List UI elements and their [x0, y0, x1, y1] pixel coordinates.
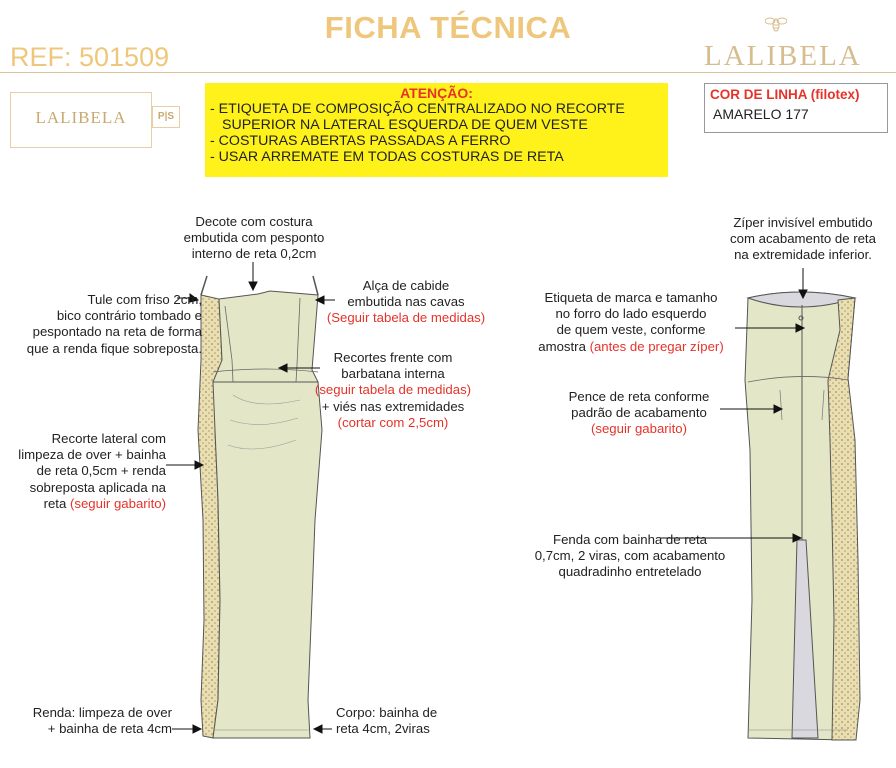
note-corpo: Corpo: bainha de reta 4cm, 2viras [336, 705, 438, 737]
note-pence: Pence de reta conforme padrão de acabamento (seguir gabarito) [568, 389, 710, 437]
front-dress [198, 276, 322, 738]
note-recortes: Recortes frente com barbatana interna (seguir tabela de medidas) + viés nas extremidades (cortar com 2,5cm) [314, 350, 472, 430]
note-tule: Tule com friso 2cm, bico contrário tombado e pespontado na reta de forma que a renda fique sobreposta. [26, 292, 202, 356]
label-brand: LALIBELA [35, 108, 127, 127]
note-alca: Alça de cabide embutida nas cavas (Seguir tabela de medidas) [326, 278, 486, 326]
note-etiqueta: Etiqueta de marca e tamanho no forro do lado esquerdo de quem veste, conforme amostra (antes de pregar zíper) [538, 290, 724, 354]
note-fenda: Fenda com bainha de reta 0,7cm, 2 viras, com acabamento quadradinho entretelado [534, 532, 726, 580]
brand-logo: LALIBELA [704, 40, 862, 72]
note-recorte-lateral: Recorte lateral com limpeza de over + bainha de reta 0,5cm + renda sobreposta aplicada na reta (seguir gabarito) [18, 431, 166, 511]
attention-line: SUPERIOR NA LATERAL ESQUERDA DE QUEM VESTE [222, 117, 588, 133]
back-lace-band [828, 298, 860, 740]
thread-color-value: AMARELO 177 [713, 106, 809, 122]
reference-code: REF: 501509 [10, 42, 170, 72]
attention-line: - ETIQUETA DE COMPOSIÇÃO CENTRALIZADO NO RECORTE [210, 101, 625, 117]
thread-color-title: COR DE LINHA (filotex) [710, 87, 860, 102]
attention-line: - USAR ARREMATE EM TODAS COSTURAS DE RETA [210, 149, 564, 165]
attention-title: ATENÇÃO: [400, 85, 473, 101]
front-skirt [213, 382, 322, 738]
attention-line: - COSTURAS ABERTAS PASSADAS A FERRO [210, 133, 511, 149]
size-tag: P|S [152, 106, 180, 128]
note-decote: Decote com costura embutida com pesponto interno de reta 0,2cm [183, 214, 325, 262]
page-title: FICHA TÉCNICA [324, 10, 572, 45]
note-ziper: Zíper invisível embutido com acabamento de reta na extremidade inferior. [730, 215, 876, 263]
note-renda: Renda: limpeza de over + bainha de reta 4cm [32, 705, 172, 737]
back-dress [745, 292, 860, 740]
